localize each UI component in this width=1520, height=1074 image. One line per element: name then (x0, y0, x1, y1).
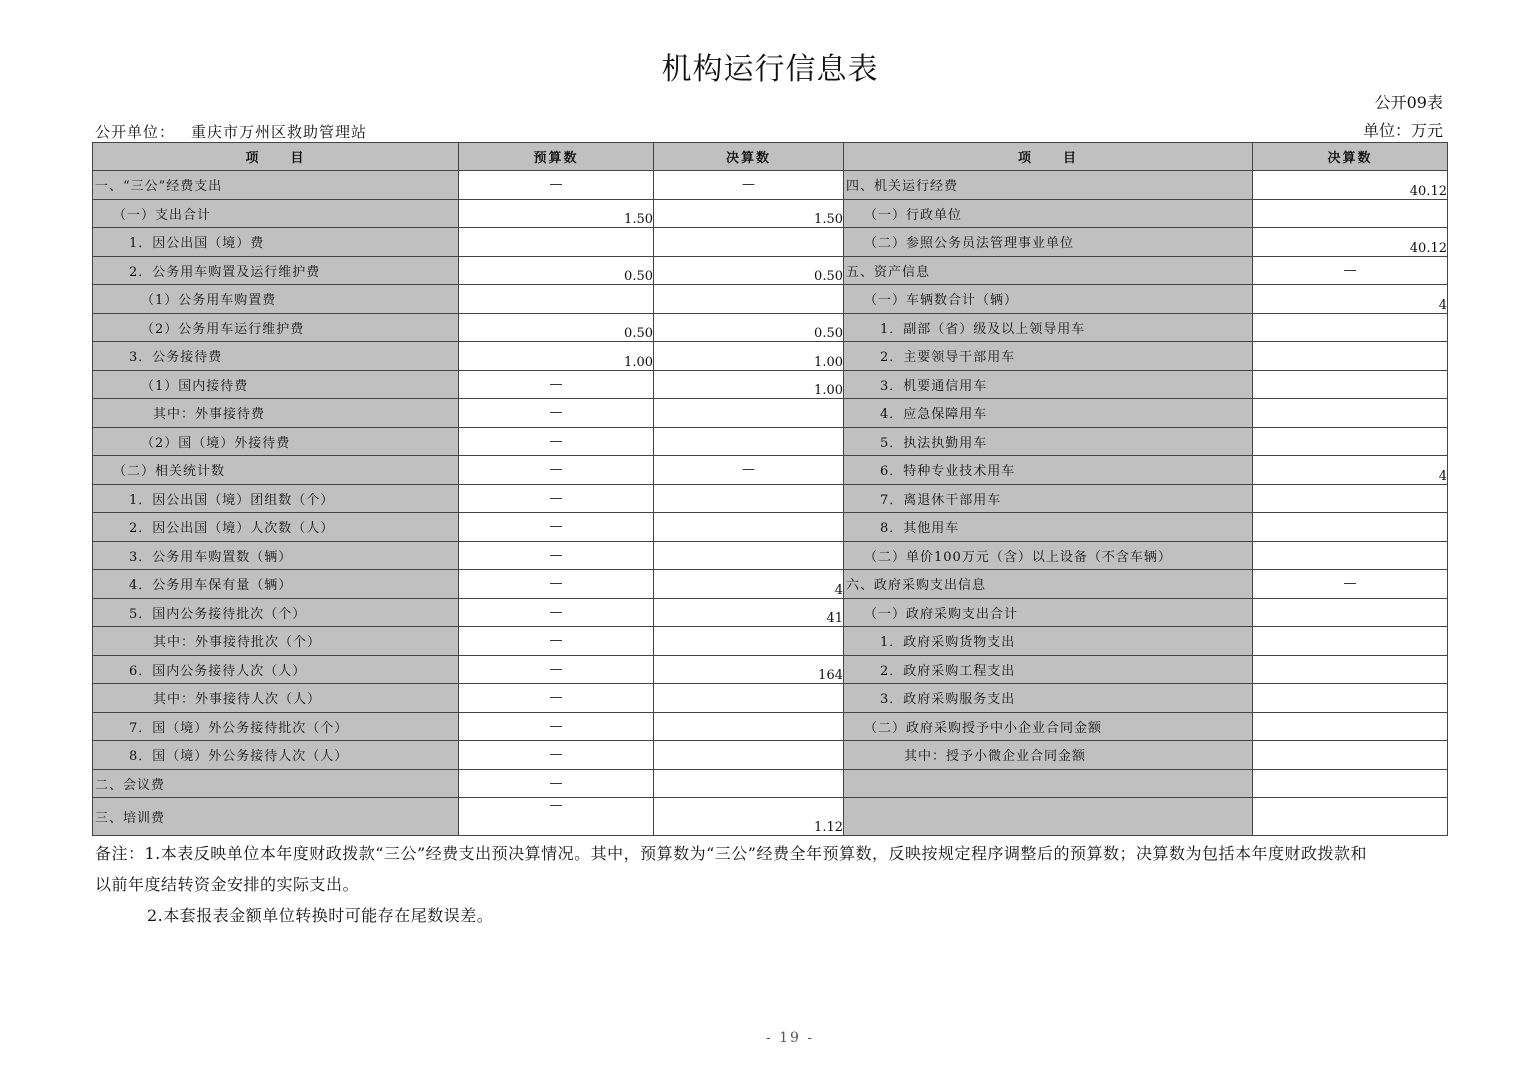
table-row (93, 313, 1448, 342)
row-item-label: 6．国内公务接待人次（人） (93, 655, 459, 684)
row-item-label-right: （二）政府采购授予中小企业合同金额 (844, 712, 1253, 741)
row-item-label: 3．公务接待费 (93, 342, 459, 371)
row-budget-value: — (459, 684, 654, 713)
page-number: - 19 - (765, 1030, 815, 1046)
row-final-value (654, 513, 844, 542)
row-budget-value: — (459, 769, 654, 798)
row-final-value (654, 541, 844, 570)
row-item-label: 4．公务用车保有量（辆） (93, 570, 459, 599)
row-item-label: 7．国（境）外公务接待批次（个） (93, 712, 459, 741)
row-final-value-right: — (1253, 570, 1448, 599)
notes (95, 838, 1485, 931)
table-row (93, 285, 1448, 314)
row-final-value-right (1253, 741, 1448, 770)
header-final-right: 决算数 (1253, 143, 1448, 171)
row-budget-value: 0.50 (459, 313, 654, 342)
row-final-value (654, 627, 844, 656)
row-item-label-right: 四、机关运行经费 (844, 171, 1253, 200)
row-item-label-right: 五、资产信息 (844, 256, 1253, 285)
row-budget-value: — (459, 570, 654, 599)
row-budget-value: 0.50 (459, 256, 654, 285)
row-final-value-right (1253, 399, 1448, 428)
table-row (93, 513, 1448, 542)
table-row (93, 627, 1448, 656)
table-row (93, 456, 1448, 485)
row-final-value (654, 427, 844, 456)
table-row (93, 798, 1448, 836)
row-item-label: （一）支出合计 (93, 199, 459, 228)
row-item-label-right: （二）参照公务员法管理事业单位 (844, 228, 1253, 257)
row-budget-value: — (459, 171, 654, 200)
row-final-value (654, 712, 844, 741)
row-final-value-right: 40.12 (1253, 171, 1448, 200)
row-item-label-right: 8．其他用车 (844, 513, 1253, 542)
header-item: 项 目 (93, 143, 459, 171)
header-item-right: 项 目 (844, 143, 1253, 171)
row-final-value (654, 684, 844, 713)
note-line-2: 以前年度结转资金安排的实际支出。 (95, 875, 360, 894)
table-row (93, 684, 1448, 713)
row-final-value-right: 40.12 (1253, 228, 1448, 257)
row-final-value: 0.50 (654, 313, 844, 342)
note-line-1: 备注：1.本表反映单位本年度财政拨款“三公”经费支出预决算情况。其中，预算数为“三公”经费全年预算数，反映按规定程序调整后的预算数；决算数为包括本年度财政拨款和 (95, 844, 1367, 863)
row-final-value (654, 741, 844, 770)
row-budget-value: — (459, 798, 654, 836)
row-item-label: （2）国（境）外接待费 (93, 427, 459, 456)
row-final-value-right (1253, 655, 1448, 684)
row-final-value: 0.50 (654, 256, 844, 285)
info-table (92, 142, 1448, 836)
row-item-label: 1．因公出国（境）团组数（个） (93, 484, 459, 513)
note-line-3: 2.本套报表金额单位转换时可能存在尾数误差。 (147, 906, 494, 925)
row-final-value (654, 484, 844, 513)
table-row (93, 171, 1448, 200)
header-final: 决算数 (654, 143, 844, 171)
row-final-value: 4 (654, 570, 844, 599)
row-item-label-right: 3．机要通信用车 (844, 370, 1253, 399)
row-budget-value (459, 228, 654, 257)
header-budget: 预算数 (459, 143, 654, 171)
row-budget-value: — (459, 541, 654, 570)
table-row (93, 399, 1448, 428)
row-item-label-right: （一）车辆数合计（辆） (844, 285, 1253, 314)
row-final-value: 164 (654, 655, 844, 684)
row-final-value-right (1253, 513, 1448, 542)
table-row (93, 256, 1448, 285)
row-item-label: （1）公务用车购置费 (93, 285, 459, 314)
row-budget-value: 1.50 (459, 199, 654, 228)
row-item-label: 3．公务用车购置数（辆） (93, 541, 459, 570)
row-item-label-right (844, 769, 1253, 798)
table-row (93, 484, 1448, 513)
row-budget-value (459, 285, 654, 314)
table-row (93, 598, 1448, 627)
row-budget-value: — (459, 513, 654, 542)
table-row (93, 342, 1448, 371)
table-row (93, 199, 1448, 228)
row-item-label: 一、“三公”经费支出 (93, 171, 459, 200)
row-item-label-right: 7．离退休干部用车 (844, 484, 1253, 513)
row-item-label-right: 5．执法执勤用车 (844, 427, 1253, 456)
row-item-label-right: 其中：授予小微企业合同金额 (844, 741, 1253, 770)
row-final-value-right (1253, 342, 1448, 371)
row-item-label-right: 2．主要领导干部用车 (844, 342, 1253, 371)
row-final-value (654, 285, 844, 314)
row-final-value-right (1253, 627, 1448, 656)
row-budget-value: — (459, 427, 654, 456)
table-row (93, 427, 1448, 456)
org-name: 重庆市万州区救助管理站 (191, 123, 368, 141)
row-final-value (654, 228, 844, 257)
row-final-value: 1.00 (654, 342, 844, 371)
row-item-label-right: （一）行政单位 (844, 199, 1253, 228)
row-item-label: 2．因公出国（境）人次数（人） (93, 513, 459, 542)
table-body (93, 171, 1448, 836)
row-budget-value: — (459, 655, 654, 684)
row-item-label-right: 2．政府采购工程支出 (844, 655, 1253, 684)
row-item-label-right: 1．政府采购货物支出 (844, 627, 1253, 656)
row-final-value-right (1253, 199, 1448, 228)
row-final-value-right (1253, 370, 1448, 399)
row-final-value: 1.00 (654, 370, 844, 399)
row-final-value-right (1253, 313, 1448, 342)
org-label: 公开单位： (95, 123, 176, 141)
row-item-label-right: （一）政府采购支出合计 (844, 598, 1253, 627)
row-item-label: 其中：外事接待批次（个） (93, 627, 459, 656)
row-item-label-right: 4．应急保障用车 (844, 399, 1253, 428)
form-number: 公开09表 (1374, 93, 1443, 112)
row-item-label-right: 3．政府采购服务支出 (844, 684, 1253, 713)
row-item-label-right: （二）单价100万元（含）以上设备（不含车辆） (844, 541, 1253, 570)
row-item-label-right: 1．副部（省）级及以上领导用车 (844, 313, 1253, 342)
row-budget-value: — (459, 712, 654, 741)
organization (95, 121, 367, 142)
row-budget-value: — (459, 456, 654, 485)
row-final-value-right (1253, 798, 1448, 836)
row-final-value-right (1253, 769, 1448, 798)
row-item-label: 其中：外事接待人次（人） (93, 684, 459, 713)
row-item-label: 其中：外事接待费 (93, 399, 459, 428)
row-item-label: （二）相关统计数 (93, 456, 459, 485)
row-item-label: 8．国（境）外公务接待人次（人） (93, 741, 459, 770)
row-final-value (654, 399, 844, 428)
row-final-value (654, 769, 844, 798)
row-item-label: （1）国内接待费 (93, 370, 459, 399)
table-row (93, 741, 1448, 770)
row-item-label: 三、培训费 (93, 798, 459, 836)
row-item-label: 二、会议费 (93, 769, 459, 798)
row-final-value: — (654, 456, 844, 485)
row-final-value-right (1253, 541, 1448, 570)
row-budget-value: — (459, 741, 654, 770)
row-item-label-right: 6．特种专业技术用车 (844, 456, 1253, 485)
row-item-label: （2）公务用车运行维护费 (93, 313, 459, 342)
row-budget-value: — (459, 399, 654, 428)
row-final-value: 1.50 (654, 199, 844, 228)
table-row (93, 655, 1448, 684)
row-final-value-right (1253, 684, 1448, 713)
row-budget-value: — (459, 484, 654, 513)
row-item-label: 5．国内公务接待批次（个） (93, 598, 459, 627)
row-budget-value: — (459, 370, 654, 399)
table-row (93, 541, 1448, 570)
row-final-value-right: 4 (1253, 285, 1448, 314)
row-final-value-right: — (1253, 256, 1448, 285)
table-header-row (93, 143, 1448, 171)
row-final-value: 1.12 (654, 798, 844, 836)
row-final-value-right (1253, 427, 1448, 456)
row-item-label: 1．因公出国（境）费 (93, 228, 459, 257)
row-item-label-right: 六、政府采购支出信息 (844, 570, 1253, 599)
row-budget-value: — (459, 627, 654, 656)
table-row (93, 370, 1448, 399)
table-row (93, 712, 1448, 741)
row-final-value-right: 4 (1253, 456, 1448, 485)
row-final-value-right (1253, 712, 1448, 741)
row-budget-value: 1.00 (459, 342, 654, 371)
row-item-label: 2．公务用车购置及运行维护费 (93, 256, 459, 285)
unit-label: 单位：万元 (1362, 121, 1443, 140)
row-final-value: 41 (654, 598, 844, 627)
table-row (93, 228, 1448, 257)
row-final-value: — (654, 171, 844, 200)
page-title: 机构运行信息表 (661, 52, 879, 87)
row-budget-value: — (459, 598, 654, 627)
row-final-value-right (1253, 484, 1448, 513)
row-final-value-right (1253, 598, 1448, 627)
table-row (93, 769, 1448, 798)
row-item-label-right (844, 798, 1253, 836)
table-row (93, 570, 1448, 599)
